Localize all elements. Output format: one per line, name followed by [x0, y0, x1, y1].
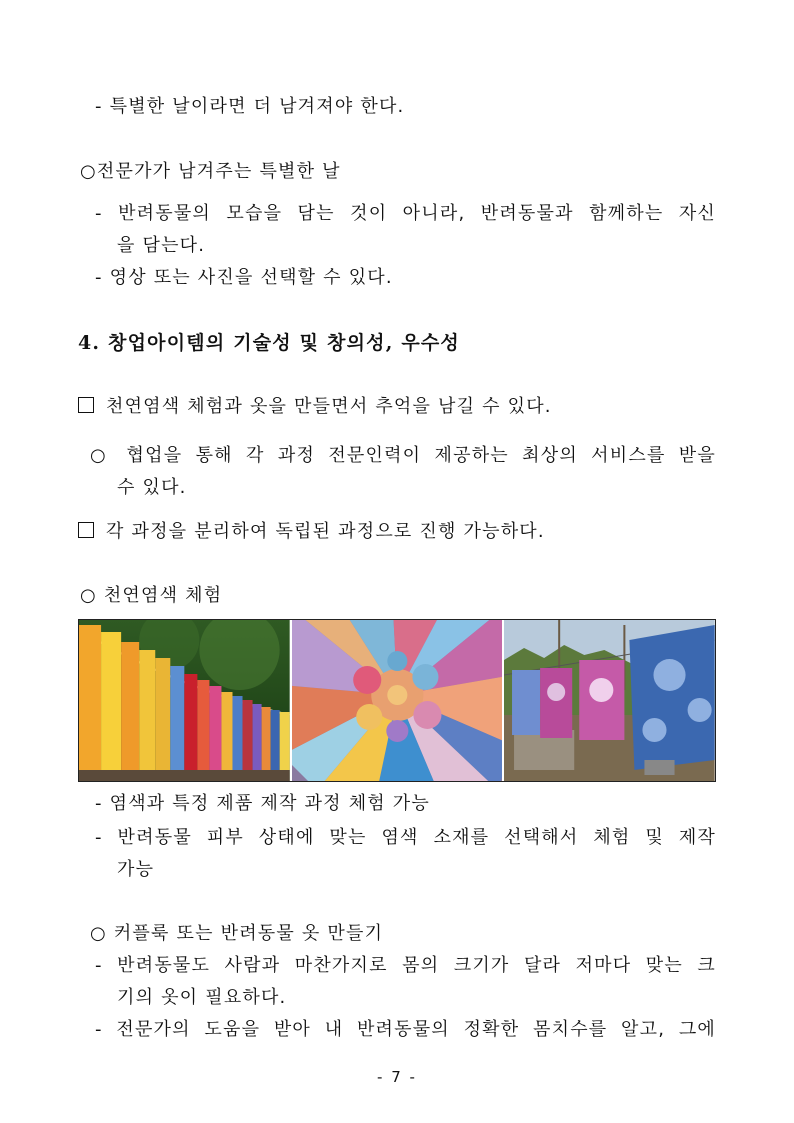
dye-photo-strip [78, 619, 716, 782]
bullet-body-size-line1: - 반려동물도 사람과 마찬가지로 몸의 크기가 달라 저마다 맞는 크 [95, 955, 716, 976]
subheading-expert-special-day: ○전문가가 남겨주는 특별한 날 [80, 161, 341, 182]
bullet-capture-self-line1: - 반려동물의 모습을 담는 것이 아니라, 반려동물과 함께하는 자신 [95, 203, 716, 224]
square-item-1 [78, 395, 552, 419]
bullet-capture-self-line2: 을 담는다. [117, 235, 206, 256]
photo-indigo-cloth-drying [502, 620, 715, 781]
photo-dyed-shirts-on-line [79, 620, 290, 781]
section-heading: 4. 창업아이템의 기술성 및 창의성, 우수성 [78, 332, 460, 354]
checkbox-square-icon [78, 522, 94, 538]
bullet-dye-experience: - 염색과 특정 제품 제작 과정 체험 가능 [95, 793, 430, 814]
bullet-skin-material-line2: 가능 [117, 859, 155, 880]
bullet-special-day: - 특별한 날이라면 더 남겨져야 한다. [95, 96, 405, 117]
bullet-skin-material-line1: - 반려동물 피부 상태에 맞는 염색 소재를 선택해서 체험 및 제작 [95, 827, 716, 848]
circle-item-collab-line1: ○ 협업을 통해 각 과정 전문인력이 제공하는 최상의 서비스를 받을 [90, 445, 716, 466]
checkbox-square-icon [78, 397, 94, 413]
circle-item-couple-look: ○ 커플룩 또는 반려동물 옷 만들기 [90, 923, 384, 944]
square-item-2-text: 각 과정을 분리하여 독립된 과정으로 진행 가능하다. [106, 521, 545, 542]
bullet-expert-measure: - 전문가의 도움을 받아 내 반려동물의 정확한 몸치수를 알고, 그에 [95, 1019, 716, 1040]
bullet-video-or-photo: - 영상 또는 사진을 선택할 수 있다. [95, 267, 393, 288]
square-item-2 [78, 520, 545, 544]
photo-dyed-scarves [290, 620, 503, 781]
circle-item-natural-dye: ○ 천연염색 체험 [80, 585, 223, 606]
circle-item-collab-line2: 수 있다. [117, 477, 187, 498]
square-item-1-text: 천연염색 체험과 옷을 만들면서 추억을 남길 수 있다. [106, 396, 552, 417]
bullet-body-size-line2: 기의 옷이 필요하다. [117, 987, 287, 1008]
page-number: - 7 - [377, 1068, 417, 1086]
